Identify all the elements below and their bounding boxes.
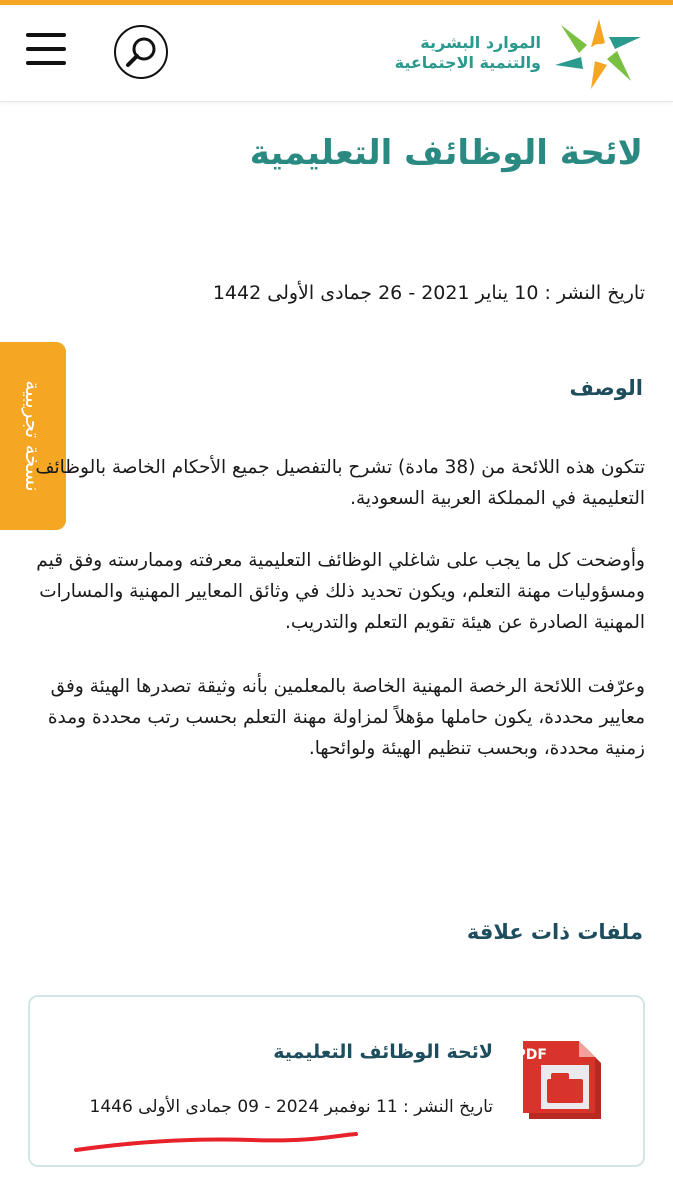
description-paragraph-2: وأوضحت كل ما يجب على شاغلي الوظائف التعليمية معرفته وممارسته وفق قيم ومسؤوليات مهنة التعلم، ويكون تحديد ذلك في وثائق المعايير المهنية والمسارات المهنية الصادرة عن هيئة تقويم التعلم والتدريب.	[36, 550, 645, 633]
trial-version-label: نسخة تجريبية	[21, 380, 45, 492]
related-file-publish-date: تاريخ النشر : 11 نوفمبر 2024 - 09 جمادى الأولى 1446	[89, 1097, 493, 1117]
menu-button[interactable]	[26, 31, 66, 67]
ministry-logo[interactable]	[395, 15, 647, 91]
description-heading: الوصف	[569, 376, 643, 400]
search-button[interactable]	[114, 25, 168, 79]
pdf-icon-label: PDF	[515, 1047, 547, 1063]
pdf-icon-graphic	[515, 1039, 603, 1121]
red-underline-annotation	[72, 1130, 362, 1154]
description-paragraph-3: وعرّفت اللائحة الرخصة المهنية الخاصة بالمعلمين بأنه وثيقة تصدرها الهيئة وفق معايير محددة، يكون حاملها مؤهلاً لمزاولة مهنة التعلم بحسب رتب محددة ومدة زمنية محددة، وبحسب تنظيم الهيئة ولوائحها.	[47, 676, 645, 759]
search-icon	[116, 27, 166, 77]
pdf-file-icon[interactable]	[515, 1039, 603, 1121]
related-file-title[interactable]: لائحة الوظائف التعليمية	[273, 1041, 493, 1063]
site-header	[0, 5, 673, 102]
hamburger-icon-bar	[26, 61, 66, 65]
related-files-heading: ملفات ذات علاقة	[466, 920, 643, 944]
hamburger-icon-bar	[26, 47, 66, 51]
page-title: لائحة الوظائف التعليمية	[249, 133, 643, 173]
hamburger-icon	[26, 33, 66, 37]
logo-text	[395, 33, 541, 73]
description-paragraph-1: تتكون هذه اللائحة من (38 مادة) تشرح بالتفصيل جميع الأحكام الخاصة بالوظائف التعليمية في المملكة العربية السعودية.	[35, 457, 645, 509]
logo-star-icon	[551, 15, 647, 91]
logo-line-2: والتنمية الاجتماعية	[394, 53, 541, 72]
publish-date: تاريخ النشر : 10 يناير 2021 - 26 جمادى الأولى 1442	[212, 282, 645, 304]
logo-line-1: الموارد البشرية	[420, 33, 541, 52]
